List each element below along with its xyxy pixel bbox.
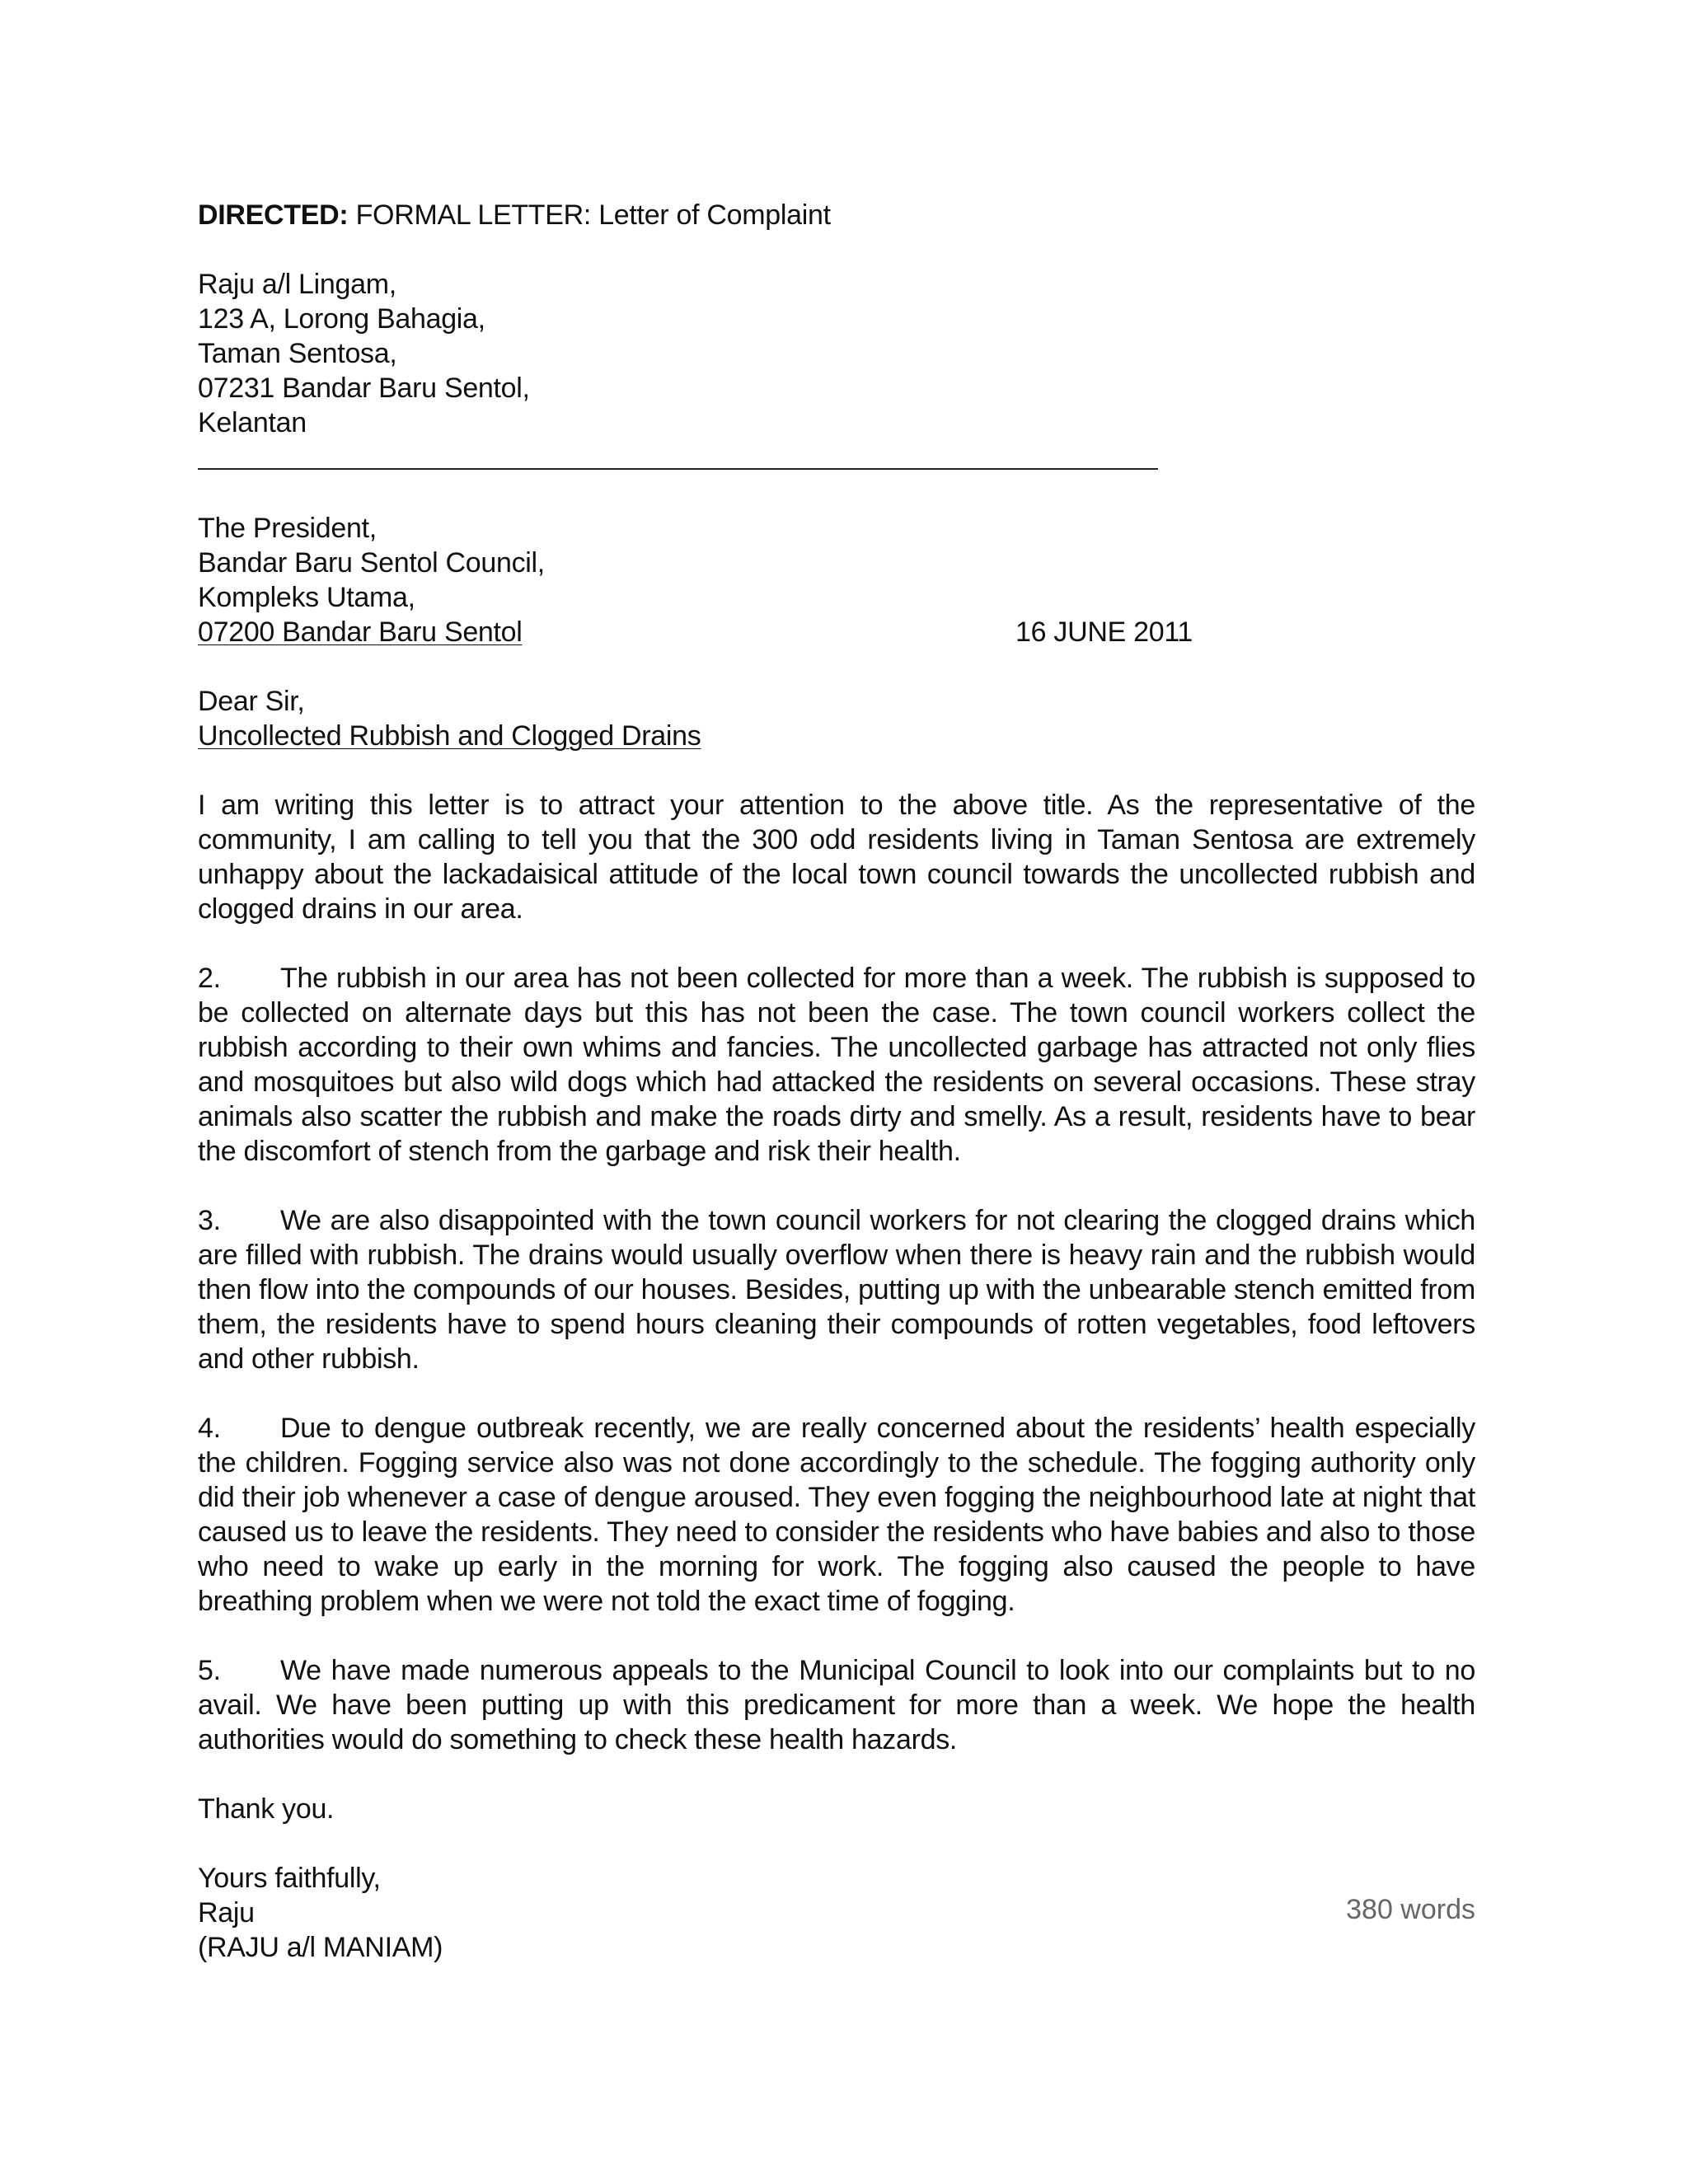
paragraph-text: The rubbish in our area has not been collected for more than a week. The rubbish is supposed to be collected on alternate days but this has not been the case. The town council workers collect the rubbish according to their own whims and fancies. The uncollected garbage has attracted not only flies and mosquitoes but also wild dogs which had attacked the residents on several occasions. These stray animals also scatter the rubbish and make the roads dirty and smelly. As a result, residents have to bear the discomfort of stench from the garbage and risk their health.: [198, 963, 1475, 1167]
body-paragraph-3: [198, 1203, 1475, 1376]
sender-area: Taman Sentosa,: [198, 338, 397, 369]
recipient-building: Kompleks Utama,: [198, 582, 415, 613]
body-paragraph-2: [198, 961, 1475, 1169]
heading-label: DIRECTED:: [198, 199, 349, 231]
sender-state: Kelantan: [198, 407, 307, 438]
paragraph-number: 3.: [198, 1205, 221, 1236]
paragraph-text: We are also disappointed with the town council workers for not clearing the clogged drains which are filled with rubbish. The drains would usually overflow when there is heavy rain and the rubbish would then flow into the compounds of our houses. Besides, putting up with the unbearable stench emitted from them, the residents have to spend hours cleaning their compounds of rotten vegetables, food leftovers and other rubbish.: [198, 1205, 1475, 1375]
recipient-organisation: Bandar Baru Sentol Council,: [198, 547, 545, 579]
paragraph-number: 2.: [198, 963, 221, 994]
paragraph-number: 5.: [198, 1655, 221, 1686]
signature: Raju: [198, 1897, 255, 1929]
letter-content: [198, 198, 1475, 1965]
recipient-title: The President,: [198, 513, 377, 544]
word-count: 380 words: [1346, 1894, 1475, 1925]
heading-title: FORMAL LETTER: Letter of Complaint: [355, 199, 831, 231]
paragraph-text: Due to dengue outbreak recently, we are really concerned about the residents’ health especially the children. Fogging service also was not done accordingly to the schedule. The fogging authority only did their job whenever a case of dengue aroused. They even fogging the neighbourhood late at night that caused us to leave the residents. They need to consider the residents who have babies and also to those who need to wake up early in the morning for work. The fogging also caused the people to have breathing problem when we were not told the exact time of fogging.: [198, 1413, 1475, 1617]
recipient-address: [198, 511, 1475, 649]
letter-heading: [198, 198, 1475, 232]
address-divider: [198, 468, 1158, 470]
thanks-line: Thank you.: [198, 1793, 335, 1825]
closing-block: [198, 1861, 1475, 1965]
letter-date: 16 JUNE 2011: [1015, 616, 1193, 648]
sender-name: Raju a/l Lingam,: [198, 269, 396, 300]
recipient-postcode-city: 07200 Bandar Baru Sentol: [198, 616, 523, 648]
body-paragraph-4: [198, 1411, 1475, 1619]
sender-address: [198, 267, 1475, 440]
signatory-full-name: (RAJU a/l MANIAM): [198, 1932, 443, 1963]
body-paragraph-5: [198, 1653, 1475, 1757]
salutation: Dear Sir,: [198, 686, 305, 717]
sender-postcode-city: 07231 Bandar Baru Sentol,: [198, 373, 530, 404]
valediction: Yours faithfully,: [198, 1863, 381, 1894]
paragraph-number: 4.: [198, 1413, 221, 1444]
letter-subject: Uncollected Rubbish and Clogged Drains: [198, 720, 701, 752]
sender-street: 123 A, Lorong Bahagia,: [198, 303, 485, 335]
intro-paragraph: I am writing this letter is to attract your attention to the above title. As the representative of the community, I am calling to tell you that the 300 odd residents living in Taman Sentosa are extremely unhappy about the lackadaisical attitude of the local town council towards the uncollected rubbish and clogged drains in our area.: [198, 790, 1475, 925]
paragraph-text: We have made numerous appeals to the Municipal Council to look into our complaints but to no avail. We have been putting up with this predicament for more than a week. We hope the health authorities would do something to check these health hazards.: [198, 1655, 1475, 1755]
